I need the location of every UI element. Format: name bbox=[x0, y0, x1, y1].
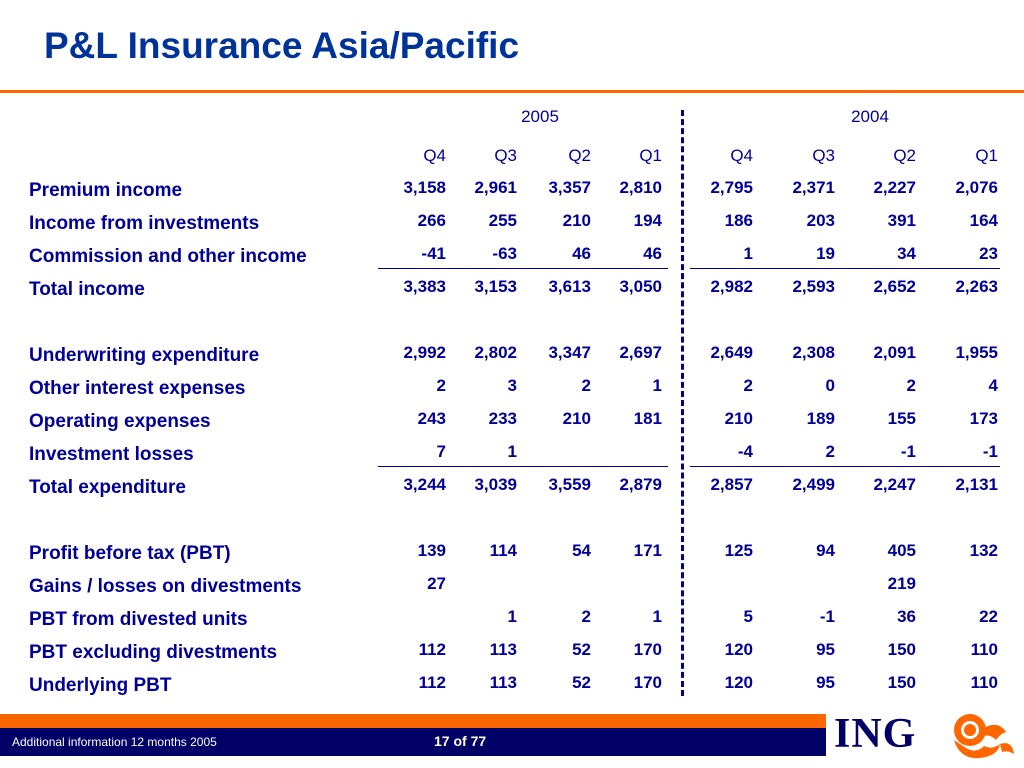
row-label: Other interest expenses bbox=[29, 378, 246, 399]
table-row bbox=[0, 374, 1024, 407]
table-cell: 186 bbox=[724, 211, 753, 230]
table-cell: 2,227 bbox=[873, 178, 916, 197]
table-cell: 210 bbox=[562, 409, 591, 428]
table-cell: 1 bbox=[507, 442, 517, 461]
ing-logo bbox=[834, 708, 1020, 766]
table-cell: 2 bbox=[825, 442, 835, 461]
table-cell: 2,649 bbox=[710, 343, 753, 362]
table-cell: 46 bbox=[572, 244, 591, 263]
table-cell: 3,050 bbox=[619, 277, 662, 296]
table-row bbox=[0, 638, 1024, 671]
table-cell: 391 bbox=[887, 211, 916, 230]
table-cell: 2,879 bbox=[619, 475, 662, 494]
table-cell: 2,308 bbox=[792, 343, 835, 362]
page-title: P&L Insurance Asia/Pacific bbox=[44, 25, 520, 66]
table-cell: 1 bbox=[743, 244, 753, 263]
table-cell: 2,131 bbox=[955, 475, 998, 494]
table-cell: 110 bbox=[970, 673, 998, 692]
table-cell: 23 bbox=[979, 244, 998, 263]
table-cell: 4 bbox=[988, 376, 998, 395]
table-row bbox=[0, 407, 1024, 440]
table-cell: 113 bbox=[489, 640, 517, 659]
row-label: Income from investments bbox=[29, 213, 260, 234]
table-cell: 112 bbox=[418, 673, 446, 692]
table-cell: 3,153 bbox=[474, 277, 517, 296]
row-label: Investment losses bbox=[29, 444, 194, 465]
table-cell: 94 bbox=[816, 541, 835, 560]
table-row bbox=[0, 473, 1024, 506]
table-cell: -1 bbox=[819, 607, 835, 626]
table-cell: 2 bbox=[581, 607, 591, 626]
table-cell: -1 bbox=[900, 442, 916, 461]
table-cell: 113 bbox=[489, 673, 517, 692]
table-cell: 1 bbox=[652, 607, 662, 626]
table-cell: -1 bbox=[982, 442, 998, 461]
year-header-2004: 2004 bbox=[851, 107, 889, 126]
table-cell: 2,263 bbox=[955, 277, 998, 296]
quarter-header: Q3 bbox=[812, 146, 835, 165]
table-row bbox=[0, 209, 1024, 242]
table-row bbox=[0, 671, 1024, 704]
table-cell: 233 bbox=[488, 409, 517, 428]
quarter-header: Q2 bbox=[568, 146, 591, 165]
row-label: PBT excluding divestments bbox=[29, 642, 278, 663]
table-cell: 3,357 bbox=[548, 178, 591, 197]
table-cell: 243 bbox=[417, 409, 446, 428]
page-number: 17 of 77 bbox=[434, 733, 487, 749]
table-cell: 173 bbox=[969, 409, 998, 428]
table-cell: 139 bbox=[417, 541, 446, 560]
table-cell: 3,559 bbox=[548, 475, 591, 494]
table-cell: 150 bbox=[887, 673, 916, 692]
table-cell: 0 bbox=[825, 376, 835, 395]
table-cell: 405 bbox=[887, 541, 916, 560]
table-cell: 2,961 bbox=[474, 178, 517, 197]
table-cell: 120 bbox=[724, 640, 753, 659]
table-row bbox=[0, 605, 1024, 638]
table-cell: -63 bbox=[492, 244, 517, 263]
table-cell: 2,499 bbox=[792, 475, 835, 494]
table-cell: 210 bbox=[562, 211, 591, 230]
quarter-header: Q4 bbox=[730, 146, 753, 165]
footer-accent-bar bbox=[0, 714, 826, 728]
row-label: Total income bbox=[29, 279, 145, 300]
table-cell: 95 bbox=[816, 673, 835, 692]
table-row bbox=[0, 572, 1024, 605]
quarter-header: Q2 bbox=[893, 146, 916, 165]
table-cell: 36 bbox=[897, 607, 916, 626]
table-cell: 170 bbox=[633, 673, 662, 692]
table-row bbox=[0, 440, 1024, 473]
table-cell: 3,383 bbox=[403, 277, 446, 296]
table-row bbox=[0, 275, 1024, 308]
table-cell: -4 bbox=[737, 442, 753, 461]
row-label: Gains / losses on divestments bbox=[29, 576, 302, 597]
table-cell: 2 bbox=[436, 376, 446, 395]
table-cell: 194 bbox=[633, 211, 662, 230]
table-cell: 2,982 bbox=[710, 277, 753, 296]
table-row bbox=[0, 539, 1024, 572]
table-cell: 266 bbox=[417, 211, 446, 230]
table-cell: 1 bbox=[507, 607, 517, 626]
row-label: PBT from divested units bbox=[29, 609, 248, 630]
table-cell: 5 bbox=[743, 607, 753, 626]
table-cell: 210 bbox=[724, 409, 753, 428]
table-cell: -41 bbox=[421, 244, 446, 263]
lion-icon bbox=[940, 710, 1018, 764]
table-row bbox=[0, 176, 1024, 209]
row-label: Profit before tax (PBT) bbox=[29, 543, 231, 564]
table-cell: 3,158 bbox=[403, 178, 446, 197]
table-cell: 255 bbox=[488, 211, 517, 230]
quarter-header: Q4 bbox=[423, 146, 446, 165]
table-row bbox=[0, 242, 1024, 275]
table-cell: 171 bbox=[633, 541, 662, 560]
table-cell: 3,613 bbox=[548, 277, 591, 296]
table-cell: 3,039 bbox=[474, 475, 517, 494]
row-label: Commission and other income bbox=[29, 246, 307, 267]
quarter-header: Q3 bbox=[494, 146, 517, 165]
table-cell: 95 bbox=[816, 640, 835, 659]
table-cell: 170 bbox=[633, 640, 662, 659]
table-cell: 3 bbox=[507, 376, 517, 395]
table-cell: 219 bbox=[887, 574, 916, 593]
table-cell: 181 bbox=[633, 409, 662, 428]
row-label: Underlying PBT bbox=[29, 675, 172, 696]
table-cell: 155 bbox=[887, 409, 916, 428]
table-cell: 112 bbox=[418, 640, 446, 659]
table-row bbox=[0, 341, 1024, 374]
table-cell: 114 bbox=[489, 541, 517, 560]
table-cell: 164 bbox=[969, 211, 998, 230]
table-cell: 150 bbox=[887, 640, 916, 659]
table-cell: 46 bbox=[643, 244, 662, 263]
title-underline bbox=[0, 90, 1024, 93]
table-cell: 1 bbox=[652, 376, 662, 395]
table-cell: 2,091 bbox=[873, 343, 916, 362]
table-cell: 2,992 bbox=[403, 343, 446, 362]
table-cell: 3,347 bbox=[548, 343, 591, 362]
table-cell: 132 bbox=[969, 541, 998, 560]
row-label: Total expenditure bbox=[29, 477, 186, 498]
logo-wordmark: ING bbox=[834, 711, 917, 757]
table-cell: 125 bbox=[724, 541, 753, 560]
row-label: Underwriting expenditure bbox=[29, 345, 260, 366]
table-cell: 2,247 bbox=[873, 475, 916, 494]
quarter-header: Q1 bbox=[639, 146, 662, 165]
table-cell: 2,795 bbox=[710, 178, 753, 197]
table-cell: 2,810 bbox=[619, 178, 662, 197]
year-header-2005: 2005 bbox=[521, 107, 559, 126]
table-cell: 2,857 bbox=[710, 475, 753, 494]
row-label: Operating expenses bbox=[29, 411, 211, 432]
table-cell: 22 bbox=[979, 607, 998, 626]
table-cell: 34 bbox=[897, 244, 916, 263]
row-label: Premium income bbox=[29, 180, 183, 201]
table-cell: 2 bbox=[743, 376, 753, 395]
table-cell: 27 bbox=[427, 574, 446, 593]
quarter-header: Q1 bbox=[975, 146, 998, 165]
table-cell: 203 bbox=[806, 211, 835, 230]
table-cell: 2,697 bbox=[619, 343, 662, 362]
table-cell: 110 bbox=[970, 640, 998, 659]
table-cell: 120 bbox=[724, 673, 753, 692]
table-cell: 2,593 bbox=[792, 277, 835, 296]
table-cell: 2,802 bbox=[474, 343, 517, 362]
table-cell: 52 bbox=[572, 640, 591, 659]
table-cell: 2 bbox=[906, 376, 916, 395]
table-cell: 2,371 bbox=[792, 178, 835, 197]
table-cell: 2,652 bbox=[873, 277, 916, 296]
table-cell: 2,076 bbox=[955, 178, 998, 197]
table-cell: 52 bbox=[572, 673, 591, 692]
footer-caption: Additional information 12 months 2005 bbox=[12, 735, 217, 749]
table-cell: 54 bbox=[572, 541, 591, 560]
table-cell: 19 bbox=[816, 244, 835, 263]
table-cell: 7 bbox=[436, 442, 446, 461]
table-cell: 1,955 bbox=[955, 343, 998, 362]
table-cell: 189 bbox=[806, 409, 835, 428]
table-cell: 3,244 bbox=[403, 475, 446, 494]
table-cell: 2 bbox=[581, 376, 591, 395]
